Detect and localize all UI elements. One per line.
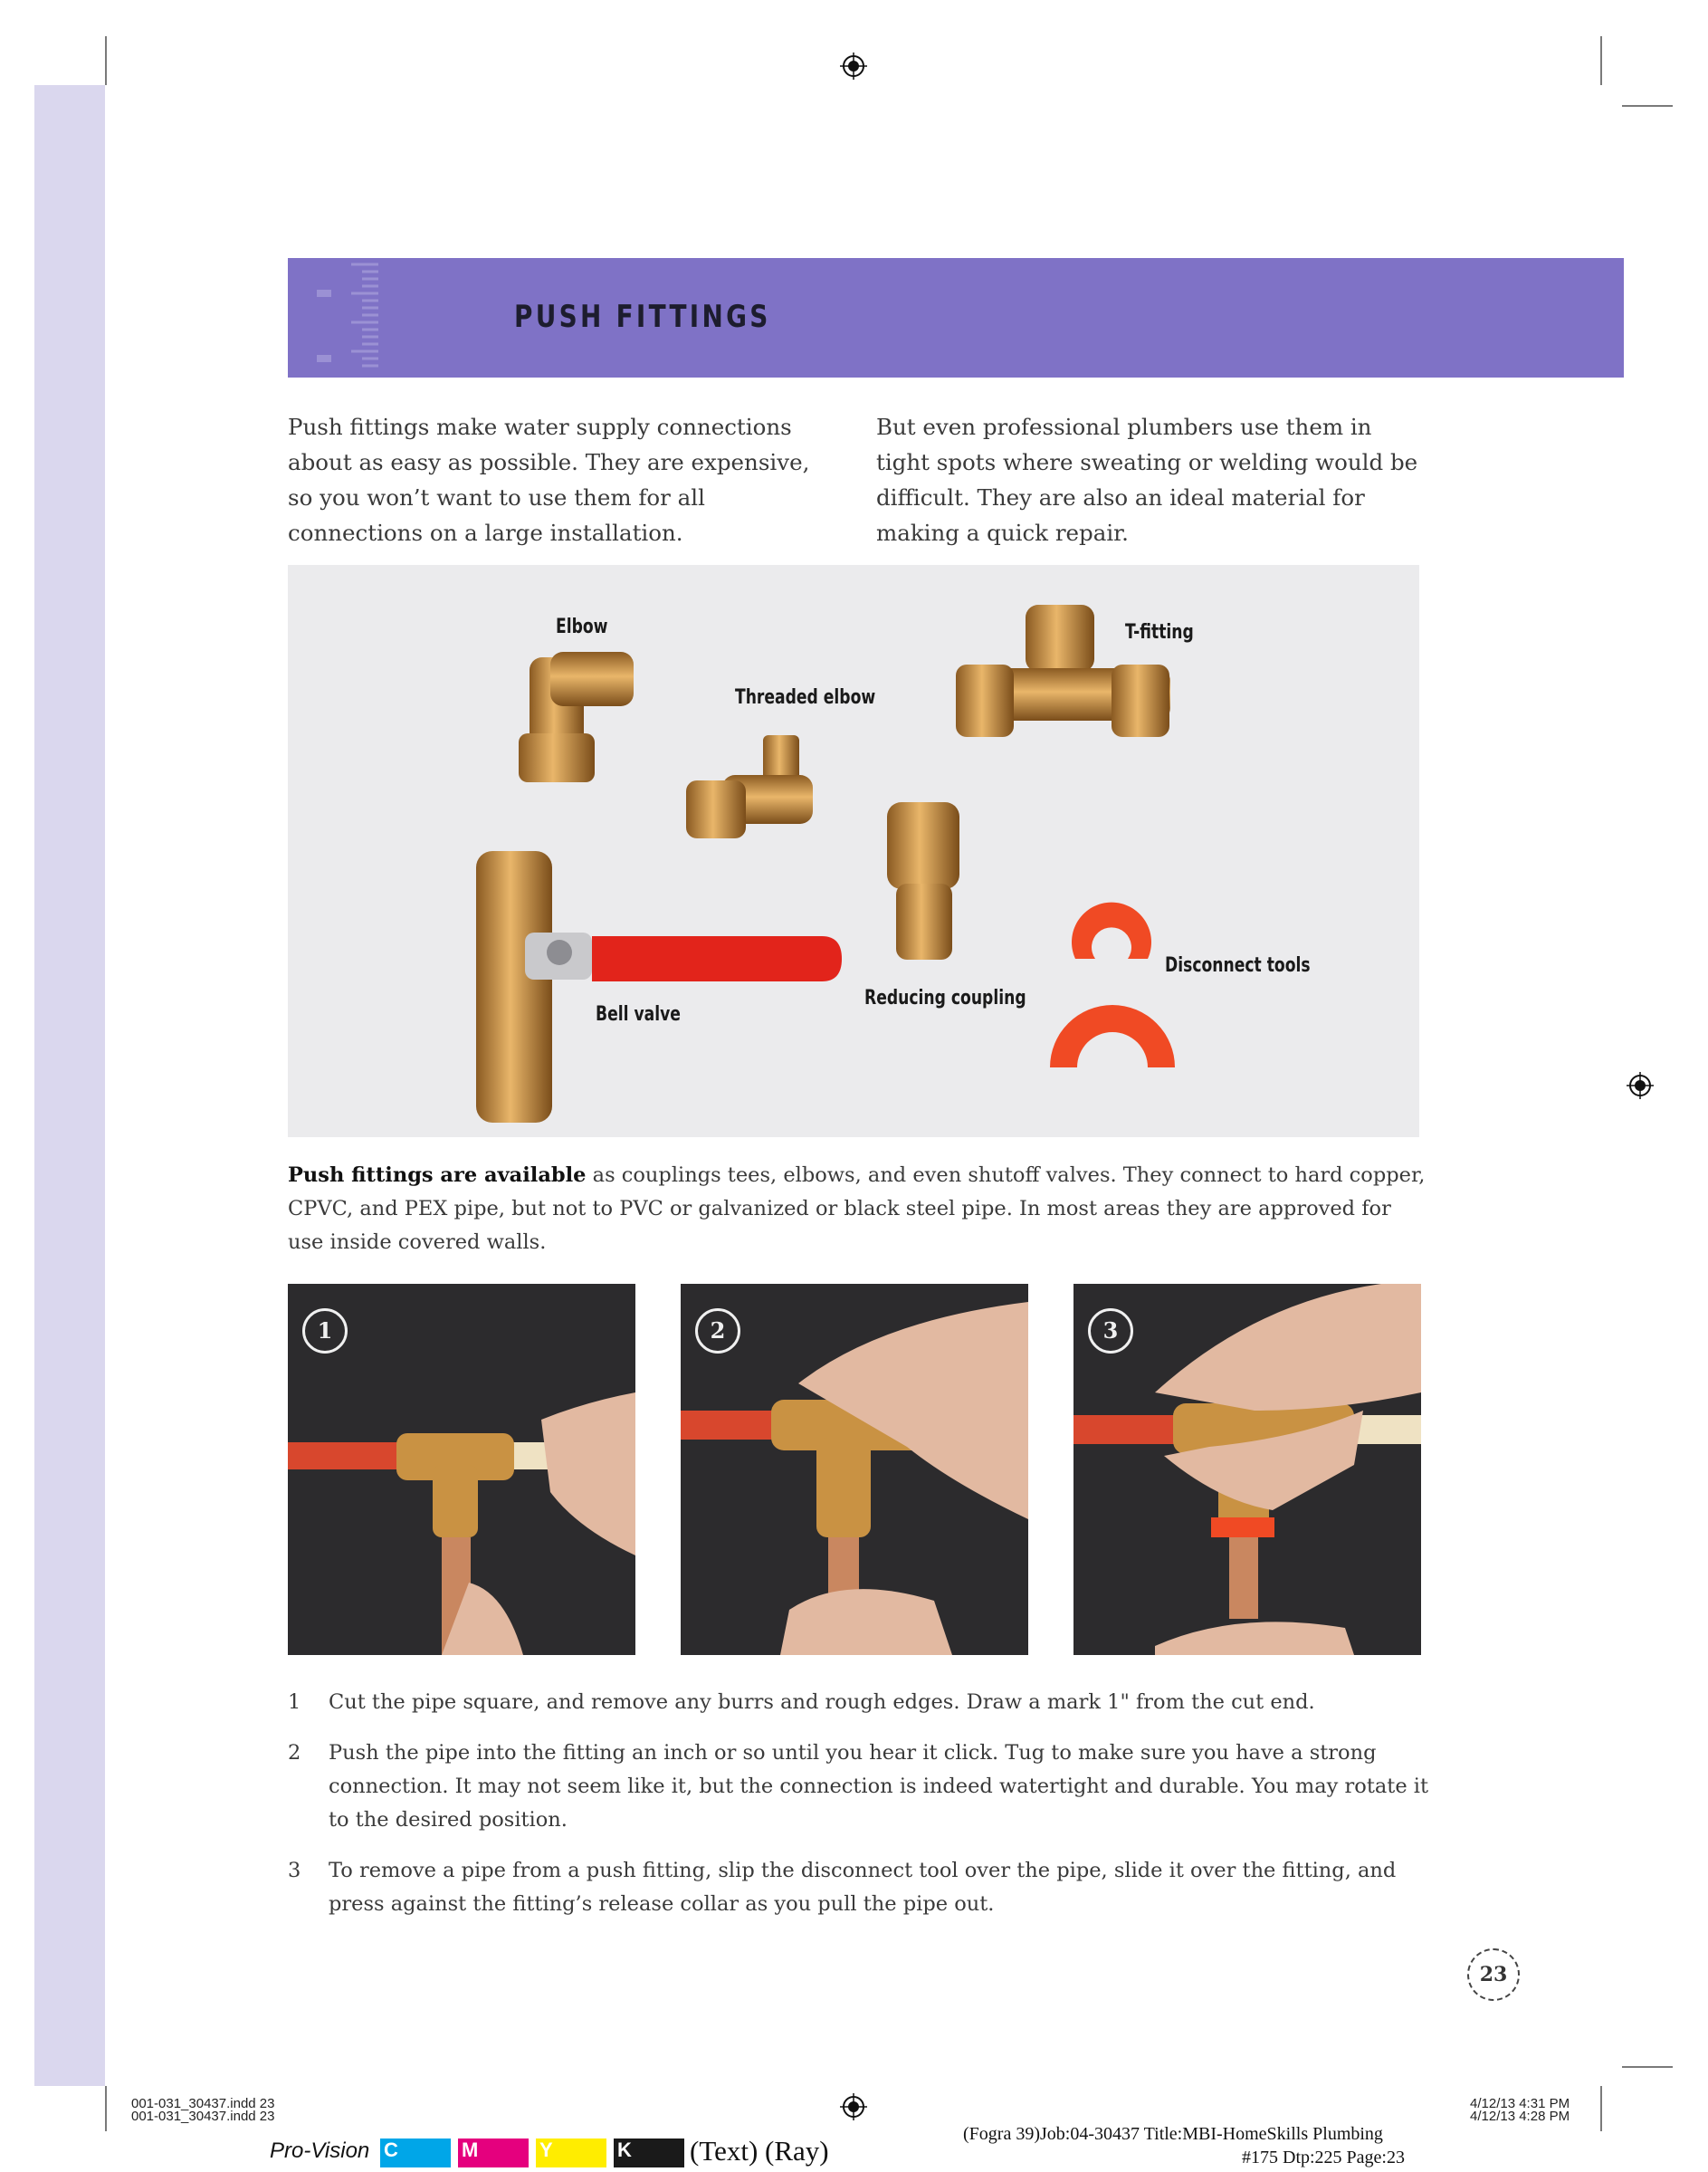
- crop-mark: [1622, 105, 1673, 107]
- step-photo-2: [681, 1284, 1028, 1655]
- slug-date-line-2: 4/12/13 4:28 PM: [1470, 2109, 1570, 2124]
- black-swatch: [614, 2139, 684, 2167]
- crop-mark: [105, 2086, 107, 2131]
- fittings-illustration: [288, 565, 1419, 1137]
- intro-left-paragraph: Push fittings make water supply connections about as easy as possible. They are expensive, so you won’t want to use them for all connections on a large installation.: [288, 414, 810, 546]
- slug-file-line-1: 001-031_30437.indd 23: [131, 2096, 275, 2111]
- swatch-letter: K: [617, 2139, 632, 2161]
- swatch-letter: C: [384, 2139, 398, 2161]
- step-text: Cut the pipe square, and remove any burrs and rough edges. Draw a mark 1" from the cut end.: [329, 1690, 1315, 1714]
- label-reducing-coupling: Reducing coupling: [864, 987, 1026, 1009]
- label-disconnect-tools: Disconnect tools: [1165, 954, 1311, 977]
- crop-mark: [1600, 2086, 1602, 2131]
- fittings-photo: [288, 565, 1419, 1137]
- section-header-band: [288, 258, 1624, 378]
- step-item: [288, 1854, 1430, 1921]
- caption-lead: Push fittings are available: [288, 1163, 587, 1187]
- step-badge-3: 3: [1088, 1308, 1133, 1354]
- magenta-swatch: [458, 2139, 529, 2167]
- step-number: 2: [288, 1741, 301, 1765]
- photo-caption: [288, 1159, 1428, 1259]
- slug-date-line-1: 4/12/13 4:31 PM: [1470, 2096, 1570, 2111]
- slug-file-line-2: 001-031_30437.indd 23: [131, 2109, 275, 2124]
- label-threaded-elbow: Threaded elbow: [735, 686, 876, 709]
- reducing-coupling: [887, 802, 959, 960]
- slug-text-ray: (Text) (Ray): [690, 2135, 829, 2167]
- label-t-fitting: T-fitting: [1125, 621, 1194, 644]
- step-photo-3: [1073, 1284, 1421, 1655]
- step-number: 1: [288, 1690, 301, 1714]
- step-photo-1: [288, 1284, 635, 1655]
- bell-valve: [476, 851, 842, 1123]
- swatch-letter: Y: [539, 2139, 553, 2161]
- page-number: 23: [1467, 1948, 1520, 2001]
- yellow-swatch: [536, 2139, 606, 2167]
- registration-mark-icon: [1627, 1072, 1654, 1099]
- provision-logo: Pro-Vision: [270, 2139, 370, 2163]
- step-badge-2: 2: [695, 1308, 740, 1354]
- slug-job-line-2: #175 Dtp:225 Page:23: [1242, 2148, 1405, 2167]
- page-title: PUSH FITTINGS: [514, 299, 771, 335]
- crop-mark: [1600, 36, 1602, 85]
- step-text: Push the pipe into the fitting an inch or so until you hear it click. Tug to make sure you have a strong connection. It may not seem like it, but the connection is indeed watertight and durable. You may rotate it to the desired position.: [329, 1741, 1429, 1832]
- disconnect-tools: [1050, 903, 1175, 1067]
- steps-list: [288, 1686, 1430, 1938]
- label-bell-valve: Bell valve: [596, 1003, 681, 1026]
- crop-mark: [105, 36, 107, 85]
- step-item: [288, 1737, 1430, 1837]
- registration-mark-icon: [840, 53, 867, 80]
- side-color-strip: [34, 85, 105, 2086]
- crop-mark: [1622, 2066, 1673, 2068]
- registration-mark-icon: [840, 2093, 867, 2120]
- intro-right-paragraph: But even professional plumbers use them in tight spots where sweating or welding would be difficult. They are also an ideal material for making a quick repair.: [876, 414, 1418, 546]
- caption-text: as couplings tees, elbows, and even shutoff valves. They connect to hard copper, CPVC, and PEX pipe, but not to PVC or galvanized or black steel pipe. In most areas they are approved for use inside covered walls.: [288, 1163, 1426, 1254]
- step-text: To remove a pipe from a push fitting, slip the disconnect tool over the pipe, slide it over the fitting, and press against the fitting’s release collar as you pull the pipe out.: [329, 1859, 1397, 1916]
- slug-job-line-1: (Fogra 39)Job:04-30437 Title:MBI-HomeSkills Plumbing: [963, 2124, 1383, 2144]
- elbow-fitting: [519, 652, 634, 782]
- cyan-swatch: [380, 2139, 451, 2167]
- step-number: 3: [288, 1859, 301, 1882]
- label-elbow: Elbow: [556, 616, 608, 638]
- ruler-icon: [315, 261, 378, 375]
- step-badge-1: 1: [302, 1308, 348, 1354]
- swatch-letter: M: [462, 2139, 479, 2161]
- threaded-elbow-fitting: [686, 735, 813, 838]
- step-item: [288, 1686, 1430, 1719]
